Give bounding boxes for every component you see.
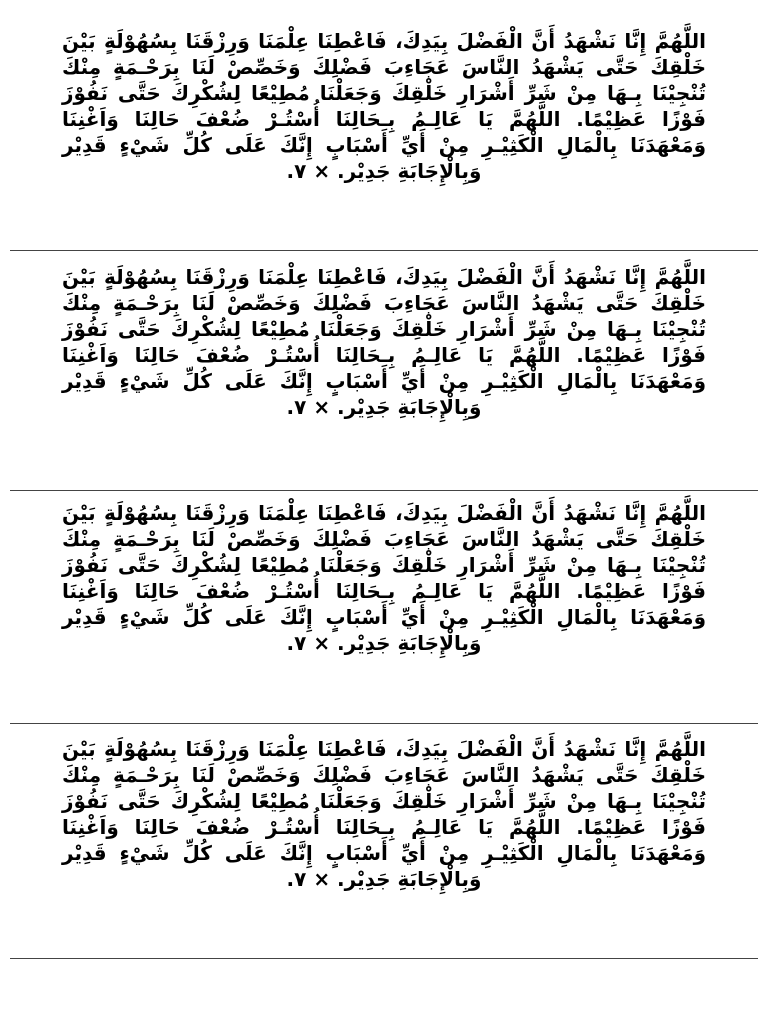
prayer-text: اللَّهُمَّ إِنَّا نَشْهَدُ أَنَّ الْفَضْلَ بِيَدِكَ، فَاعْطِنَا عِلْمَنَا وَرِزْقَنَا بِسُهُوْلَةٍ بَيْنَ خَلْقِكَ حَتَّى يَشْهَدُ النَّاسَ عَجَاءِبَ فَضْلِكَ وَخَصِّصْ لَنَا بِرَحْـمَةٍ مِنْكَ تُنْجِيْنَا بِـهَا مِنْ شَرِّ أَشْرَارِ خَلْقِكَ وَجَعَلْنَا مُطِيْعًا لِشُكْرِكَ حَتَّى نَفُوْزَ فَوْزًا عَظِيْمًا. اللَّهُمَّ يَا عَالِـمُ بِـحَالِنَا أُسْتُـرْ ضُعْفَ حَالِنَا وَاَغْنِنَا وَمَعْهَدَنَا بِالْمَالِ الْكَثِيْـرِ مِنْ أَيِّ أَسْبَابٍ إِنَّكَ عَلَى كُلِّ شَيْءٍ قَدِيْر وَبِالْإِجَابَةِ جَدِيْر. × ٧. bbox=[62, 737, 706, 891]
prayer-block-3 bbox=[10, 472, 758, 706]
prayer-block-1 bbox=[10, 0, 758, 234]
prayer-block-4 bbox=[10, 708, 758, 942]
prayer-text: اللَّهُمَّ إِنَّا نَشْهَدُ أَنَّ الْفَضْلَ بِيَدِكَ، فَاعْطِنَا عِلْمَنَا وَرِزْقَنَا بِسُهُوْلَةٍ بَيْنَ خَلْقِكَ حَتَّى يَشْهَدُ النَّاسَ عَجَاءِبَ فَضْلِكَ وَخَصِّصْ لَنَا بِرَحْـمَةٍ مِنْكَ تُنْجِيْنَا بِـهَا مِنْ شَرِّ أَشْرَارِ خَلْقِكَ وَجَعَلْنَا مُطِيْعًا لِشُكْرِكَ حَتَّى نَفُوْزَ فَوْزًا عَظِيْمًا. اللَّهُمَّ يَا عَالِـمُ بِـحَالِنَا أُسْتُـرْ ضُعْفَ حَالِنَا وَاَغْنِنَا وَمَعْهَدَنَا بِالْمَالِ الْكَثِيْـرِ مِنْ أَيِّ أَسْبَابٍ إِنَّكَ عَلَى كُلِّ شَيْءٍ قَدِيْر وَبِالْإِجَابَةِ جَدِيْر. × ٧. bbox=[62, 265, 706, 419]
prayer-text: اللَّهُمَّ إِنَّا نَشْهَدُ أَنَّ الْفَضْلَ بِيَدِكَ، فَاعْطِنَا عِلْمَنَا وَرِزْقَنَا بِسُهُوْلَةٍ بَيْنَ خَلْقِكَ حَتَّى يَشْهَدُ النَّاسَ عَجَاءِبَ فَضْلِكَ وَخَصِّصْ لَنَا بِرَحْـمَةٍ مِنْكَ تُنْجِيْنَا بِـهَا مِنْ شَرِّ أَشْرَارِ خَلْقِكَ وَجَعَلْنَا مُطِيْعًا لِشُكْرِكَ حَتَّى نَفُوْزَ فَوْزًا عَظِيْمًا. اللَّهُمَّ يَا عَالِـمُ بِـحَالِنَا أُسْتُـرْ ضُعْفَ حَالِنَا وَاَغْنِنَا وَمَعْهَدَنَا بِالْمَالِ الْكَثِيْـرِ مِنْ أَيِّ أَسْبَابٍ إِنَّكَ عَلَى كُلِّ شَيْءٍ قَدِيْر وَبِالْإِجَابَةِ جَدِيْر. × ٧. bbox=[62, 29, 706, 183]
prayer-block-2 bbox=[10, 236, 758, 470]
prayer-text: اللَّهُمَّ إِنَّا نَشْهَدُ أَنَّ الْفَضْلَ بِيَدِكَ، فَاعْطِنَا عِلْمَنَا وَرِزْقَنَا بِسُهُوْلَةٍ بَيْنَ خَلْقِكَ حَتَّى يَشْهَدُ النَّاسَ عَجَاءِبَ فَضْلِكَ وَخَصِّصْ لَنَا بِرَحْـمَةٍ مِنْكَ تُنْجِيْنَا بِـهَا مِنْ شَرِّ أَشْرَارِ خَلْقِكَ وَجَعَلْنَا مُطِيْعًا لِشُكْرِكَ حَتَّى نَفُوْزَ فَوْزًا عَظِيْمًا. اللَّهُمَّ يَا عَالِـمُ بِـحَالِنَا أُسْتُـرْ ضُعْفَ حَالِنَا وَاَغْنِنَا وَمَعْهَدَنَا بِالْمَالِ الْكَثِيْـرِ مِنْ أَيِّ أَسْبَابٍ إِنَّكَ عَلَى كُلِّ شَيْءٍ قَدِيْر وَبِالْإِجَابَةِ جَدِيْر. × ٧. bbox=[62, 501, 706, 655]
divider-line bbox=[10, 958, 758, 959]
